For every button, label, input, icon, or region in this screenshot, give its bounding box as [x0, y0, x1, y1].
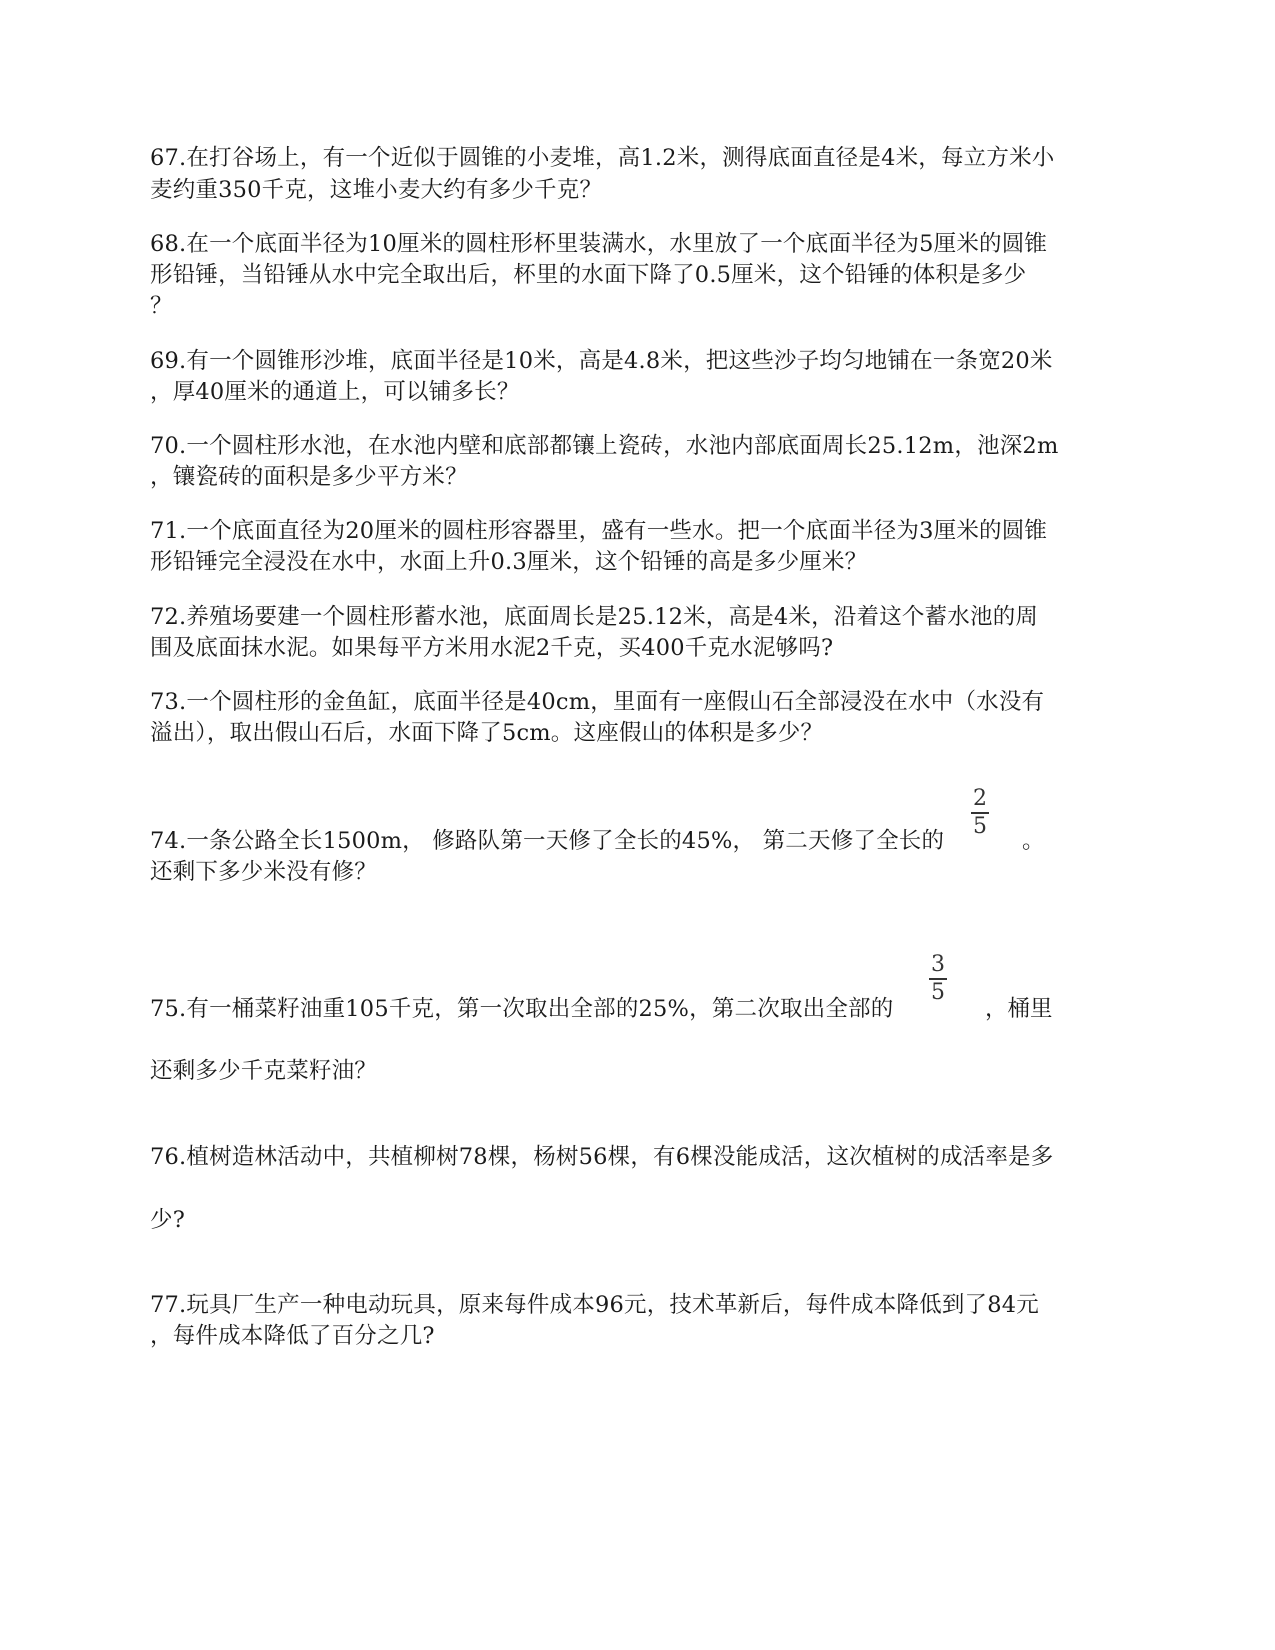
- problem-74-fraction-numerator: 2: [973, 786, 987, 811]
- problem-77-line-2: ，每件成本降低了百分之几?: [150, 1323, 435, 1349]
- problem-75-fraction-denominator: 5: [931, 979, 945, 1005]
- problem-68-line-1: 68.在一个底面半径为10厘米的圆柱形杯里装满水，水里放了一个底面半径为5厘米的圆锥: [150, 231, 1048, 257]
- problem-74-tail: 。: [1022, 828, 1045, 854]
- problem-72-line-2: 围及底面抹水泥。如果每平方米用水泥2千克，买400千克水泥够吗?: [150, 635, 834, 661]
- problem-74-fraction: [960, 787, 1000, 839]
- problem-71-line-2: 形铅锤完全浸没在水中，水面上升0.3厘米，这个铅锤的高是多少厘米？: [150, 549, 868, 575]
- problem-69-line-2: ，厚40厘米的通道上，可以铺多长？: [150, 379, 520, 405]
- problem-67-line-2: 麦约重350千克，这堆小麦大约有多少千克？: [150, 177, 603, 203]
- problem-74-line-2: 还剩下多少米没有修？: [150, 859, 378, 885]
- problem-72-line-1: 72.养殖场要建一个圆柱形蓄水池，底面周长是25.12米，高是4米，沿着这个蓄水池的周: [150, 604, 1039, 630]
- problem-75-line-2: 还剩多少千克菜籽油？: [150, 1058, 378, 1084]
- problem-75-fraction-numerator: 3: [931, 952, 945, 977]
- problem-76-line-2: 少?: [150, 1207, 185, 1233]
- problem-67-line-1: 67.在打谷场上，有一个近似于圆锥的小麦堆，高1.2米，测得底面直径是4米，每立方米小: [150, 145, 1055, 171]
- problem-75-line-1: 75.有一桶菜籽油重105千克，第一次取出全部的25%，第二次取出全部的: [150, 996, 894, 1022]
- problem-75-tail: ，桶里: [985, 996, 1053, 1022]
- problem-73-line-1: 73.一个圆柱形的金鱼缸，底面半径是40cm，里面有一座假山石全部浸没在水中（水没有: [150, 689, 1045, 715]
- problem-69-line-1: 69.有一个圆锥形沙堆，底面半径是10米，高是4.8米，把这些沙子均匀地铺在一条宽20米: [150, 348, 1053, 374]
- problem-68-line-3: ？: [150, 293, 173, 319]
- problem-75-fraction: [918, 953, 958, 1005]
- problem-77-line-1: 77.玩具厂生产一种电动玩具，原来每件成本96元，技术革新后，每件成本降低到了84元: [150, 1292, 1039, 1318]
- problem-73-line-2: 溢出），取出假山石后，水面下降了5cm。这座假山的体积是多少？: [150, 720, 824, 746]
- problem-74-line-1: 74.一条公路全长1500m， 修路队第一天修了全长的45%， 第二天修了全长的: [150, 828, 945, 854]
- problem-74-fraction-denominator: 5: [973, 813, 987, 839]
- problem-68-line-2: 形铅锤，当铅锤从水中完全取出后，杯里的水面下降了0.5厘米，这个铅锤的体积是多少: [150, 262, 1027, 288]
- problem-70-line-2: ，镶瓷砖的面积是多少平方米？: [150, 464, 468, 490]
- problem-76-line-1: 76.植树造林活动中，共植柳树78棵，杨树56棵，有6棵没能成活，这次植树的成活率是多: [150, 1144, 1054, 1170]
- problem-70-line-1: 70.一个圆柱形水池，在水池内壁和底部都镶上瓷砖，水池内部底面周长25.12m，池深2m: [150, 433, 1059, 459]
- problem-71-line-1: 71.一个底面直径为20厘米的圆柱形容器里，盛有一些水。把一个底面半径为3厘米的圆锥: [150, 518, 1048, 544]
